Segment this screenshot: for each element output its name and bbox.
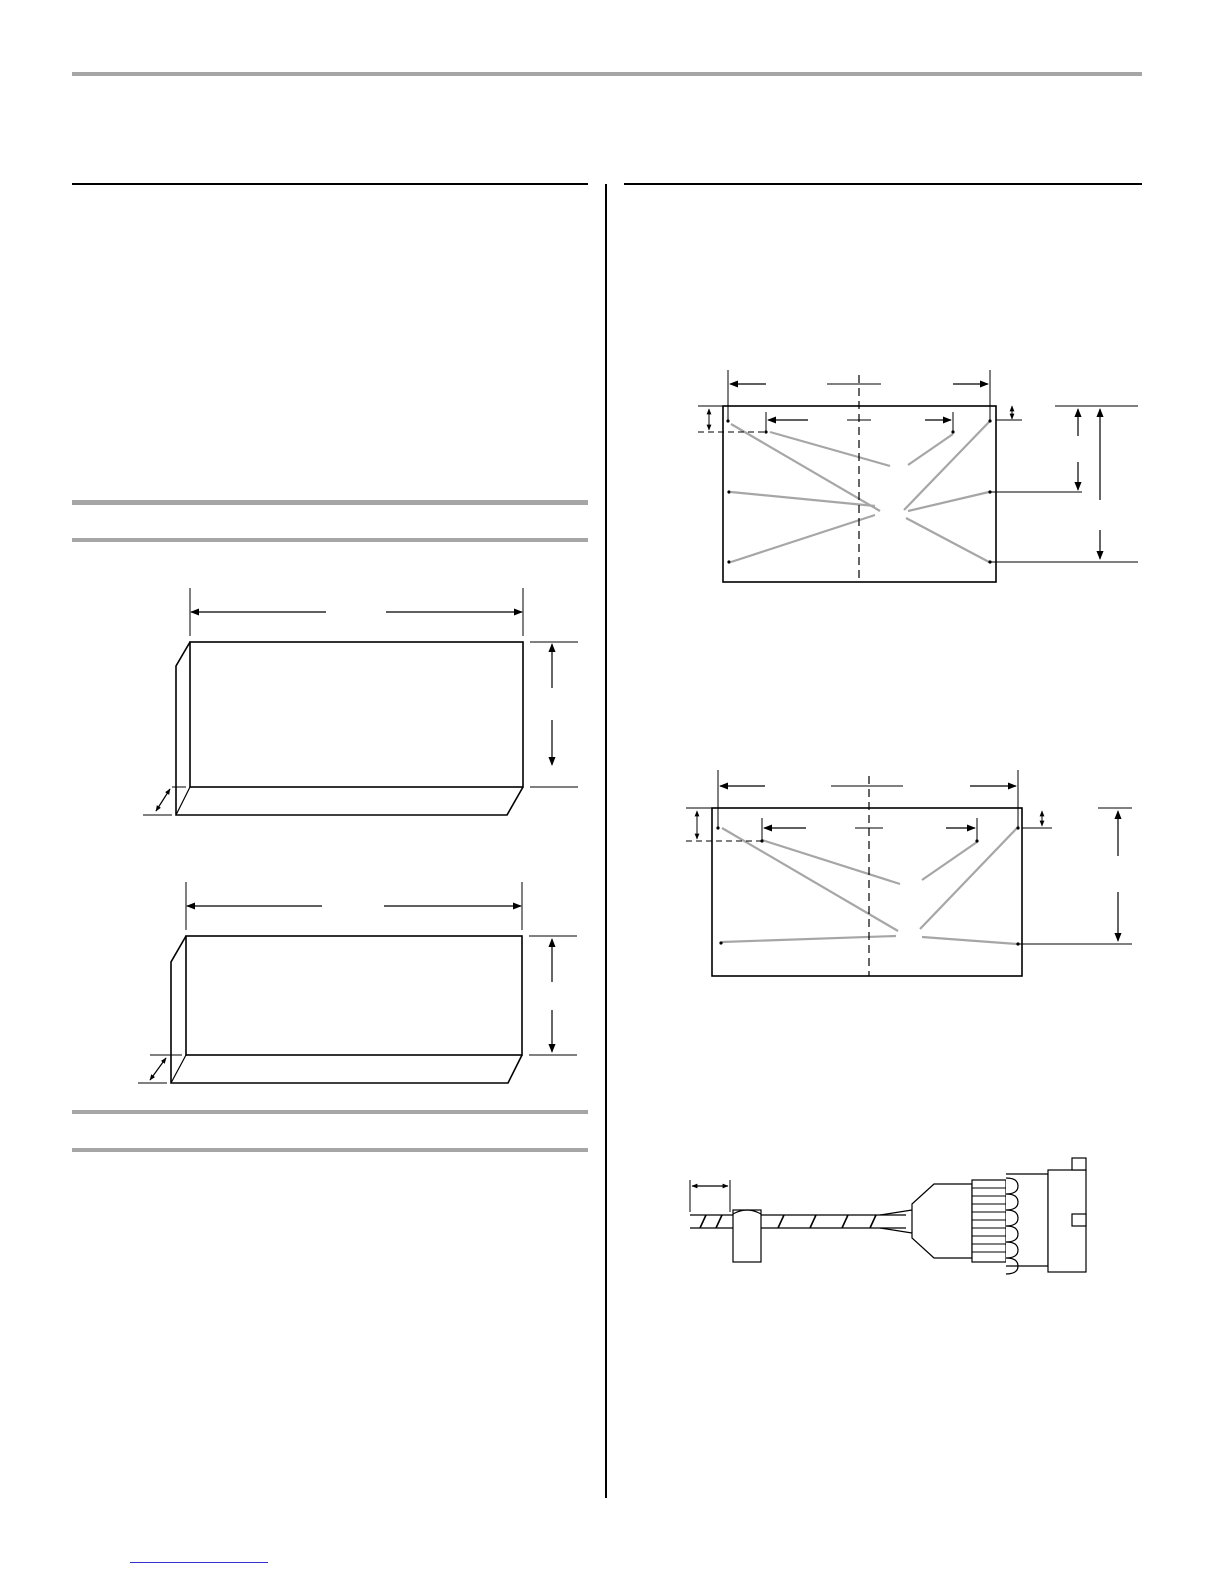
mounting-hole-template-2 bbox=[686, 770, 1132, 976]
power-cord-connector bbox=[690, 1158, 1086, 1274]
cabinet-front-view-2 bbox=[138, 882, 577, 1083]
mounting-hole-template-1 bbox=[698, 370, 1138, 582]
footer-link[interactable] bbox=[130, 1548, 268, 1563]
cabinet-front-view-1 bbox=[143, 588, 578, 815]
